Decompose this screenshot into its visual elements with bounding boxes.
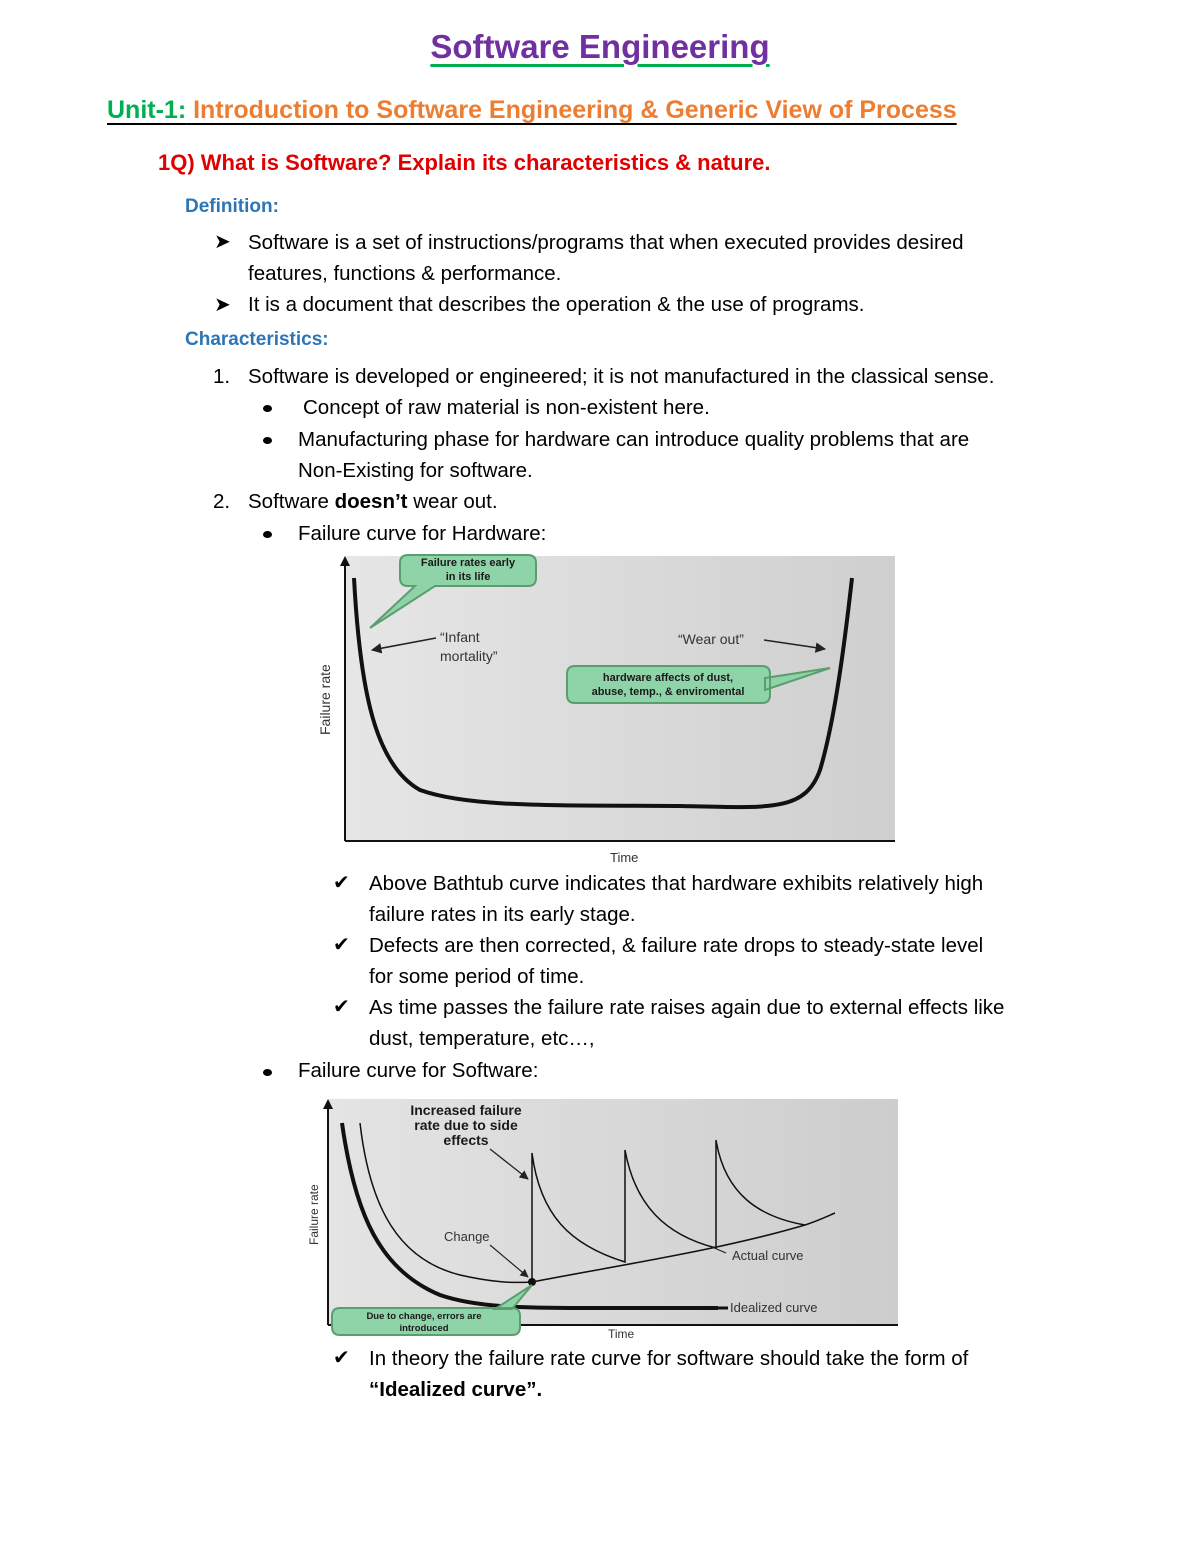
- callout-wear-line-2: abuse, temp., & enviromental: [591, 686, 745, 698]
- actual-curve-label: Actual curve: [732, 1248, 804, 1263]
- definition-item-1-line-2: features, functions & performance.: [248, 262, 562, 285]
- check-icon: ✔: [333, 872, 350, 894]
- characteristic-2-text-end: wear out.: [407, 490, 498, 513]
- arrow-bullet-icon: ➤: [214, 294, 231, 316]
- hardware-note-3-line-2: dust, temperature, etc…,: [369, 1027, 595, 1050]
- callout-wear-line-1: hardware affects of dust,: [602, 672, 734, 684]
- list-number: 1.: [213, 365, 231, 388]
- side-effects-line-3: effects: [443, 1132, 489, 1148]
- unit-heading: [107, 96, 957, 125]
- definition-heading: Definition:: [185, 196, 279, 217]
- characteristic-1: Software is developed or engineered; it is not manufactured in the classical sense.: [248, 365, 995, 388]
- y-axis-label: Failure rate: [307, 1184, 321, 1245]
- callout-errors-line-2: introduced: [399, 1323, 449, 1334]
- side-effects-line-1: Increased failure: [410, 1102, 522, 1118]
- bullet-dot-icon: [263, 1069, 272, 1076]
- infant-label-line-2: mortality”: [440, 648, 498, 664]
- check-icon: ✔: [333, 934, 350, 956]
- software-note-line-1: In theory the failure rate curve for software should take the form of: [369, 1347, 969, 1370]
- characteristic-1-sub-2-line-1: Manufacturing phase for hardware can introduce quality problems that are: [298, 428, 970, 451]
- characteristic-1-sub-1: Concept of raw material is non-existent here.: [303, 396, 710, 419]
- infant-label-line-1: “Infant: [440, 629, 480, 645]
- characteristic-2-text: Software: [248, 490, 335, 513]
- wear-out-label: “Wear out”: [678, 631, 744, 647]
- characteristic-2-emphasis: doesn’t: [334, 490, 408, 513]
- list-number: 2.: [213, 490, 231, 513]
- bullet-dot-icon: [263, 531, 272, 538]
- unit-title: Introduction to Software Engineering & Generic View of Process: [186, 96, 957, 124]
- characteristic-1-sub-2-line-2: Non-Existing for software.: [298, 459, 533, 482]
- callout-early-line-2: in its life: [445, 571, 491, 583]
- definition-item-2: It is a document that describes the operation & the use of programs.: [248, 293, 865, 316]
- check-icon: ✔: [333, 996, 350, 1018]
- unit-label: Unit-1:: [107, 96, 187, 124]
- x-axis-label: Time: [610, 850, 639, 865]
- arrow-bullet-icon: ➤: [214, 231, 231, 253]
- side-effects-line-2: rate due to side: [414, 1117, 518, 1133]
- software-curve-label: Failure curve for Software:: [298, 1059, 539, 1082]
- bullet-dot-icon: [263, 437, 272, 444]
- software-failure-curve-figure: [300, 1095, 910, 1340]
- question-heading: 1Q) What is Software? Explain its characteristics & nature.: [158, 150, 771, 175]
- characteristics-heading: Characteristics:: [185, 329, 329, 350]
- callout-early-line-1: Failure rates early: [420, 557, 516, 569]
- document-title: Software Engineering: [430, 28, 770, 65]
- software-note-line-2: “Idealized curve”.: [369, 1378, 543, 1401]
- bullet-dot-icon: [263, 405, 272, 412]
- characteristic-2: [248, 486, 498, 517]
- change-label: Change: [444, 1229, 490, 1244]
- hardware-note-2-line-2: for some period of time.: [369, 965, 585, 988]
- hardware-failure-curve-figure: [300, 550, 900, 870]
- hardware-note-2-line-1: Defects are then corrected, & failure rate drops to steady-state level: [369, 934, 984, 957]
- hardware-note-1-line-2: failure rates in its early stage.: [369, 903, 636, 926]
- definition-item-1-line-1: Software is a set of instructions/programs that when executed provides desired: [248, 231, 964, 254]
- hardware-note-1-line-1: Above Bathtub curve indicates that hardware exhibits relatively high: [369, 872, 984, 895]
- check-icon: ✔: [333, 1347, 350, 1369]
- y-axis-label: Failure rate: [317, 664, 333, 735]
- x-axis-label: Time: [608, 1327, 635, 1340]
- callout-errors-line-1: Due to change, errors are: [366, 1311, 482, 1322]
- idealized-curve-label: Idealized curve: [730, 1300, 818, 1315]
- hardware-note-3-line-1: As time passes the failure rate raises again due to external effects like: [369, 996, 1005, 1019]
- hardware-curve-label: Failure curve for Hardware:: [298, 522, 547, 545]
